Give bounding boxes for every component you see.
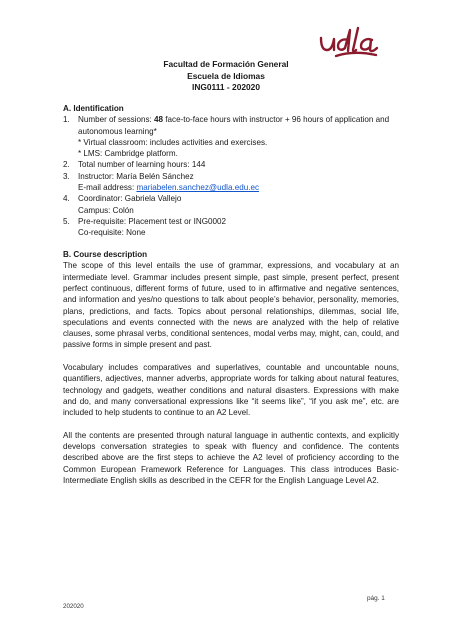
corequisite: Co-requisite: None xyxy=(78,228,146,238)
item-number: 2. xyxy=(63,160,70,170)
email-label: E-mail address: xyxy=(78,183,137,193)
description-paragraph-1: The scope of this level entails the use of grammar, expressions, and vocabulary at an intermediate level. Grammar includes present simple, past simple, present perfect, present perfect continuous, different forms of future, used to in affirmative and negative sentences, and information and yes/no questions to talk about people’s behavior, personality, memories, plans, predictions, and facts. Topics about personal relationships, dilemmas, social life, speculations and events connected with the news are analyzed with the help of relative clauses, some phrasal verbs, conditional sentences, modal verbs may, might, can, could, and passive forms in simple present and past. xyxy=(63,261,399,350)
section-a-title: A. Identification xyxy=(63,104,124,113)
description-paragraph-3: All the contents are presented through natural language in authentic contexts, and explicitly develops conversation strategies to speak with fluency and confidence. The contents described above are the first steps to achieve the A2 level of proficiency according to the Common European Framework Reference for Languages. This class introduces Basic-Intermediate English skills as described in the CEFR for the English Language Level A2. xyxy=(63,430,399,485)
list-item-instructor xyxy=(63,171,399,194)
page-number: pág. 1 xyxy=(367,595,385,602)
course-code: ING0111 - 202020 xyxy=(192,82,260,92)
instructor-email-link[interactable]: mariabelen.sanchez@udla.edu.ec xyxy=(136,183,259,193)
sessions-count: 48 xyxy=(154,115,164,125)
campus: Campus: Colón xyxy=(78,205,134,215)
list-item-prerequisite xyxy=(63,216,399,239)
school-title: Escuela de Idiomas xyxy=(187,70,265,81)
email-line xyxy=(78,182,399,193)
item-number: 4. xyxy=(63,194,70,204)
description-paragraph-2: Vocabulary includes comparatives and superlatives, countable and uncountable nouns, quantifiers, adjectives, manner adverbs, appropriate words for talking about natural features, technology and gadgets, weather conditions and natural disasters. Expressions with make and do, and many conversational expressions like “it seems like”, “if you ask me”, etc. are included to help students to continue to an A2 Level. xyxy=(63,363,399,418)
section-b-title: B. Course description xyxy=(63,250,148,260)
sessions-detail: face-to-face hours with instructor + 96 hours of application and autonomous learning* xyxy=(78,115,390,136)
list-item-sessions xyxy=(63,114,399,159)
footer-code: 202020 xyxy=(63,603,84,610)
virtual-classroom-note: * Virtual classroom: includes activities and exercises. xyxy=(78,137,268,147)
item-number: 3. xyxy=(63,171,70,181)
instructor-name: Instructor: María Belén Sánchez xyxy=(78,171,194,181)
coordinator-name: Coordinator: Gabriela Vallejo xyxy=(78,194,182,204)
identification-list xyxy=(63,114,399,238)
document-body xyxy=(63,103,399,486)
faculty-title: Facultad de Formación General xyxy=(163,59,289,69)
item-number: 5. xyxy=(63,216,70,226)
prerequisite: Pre-requisite: Placement test or ING0002 xyxy=(78,216,227,226)
list-item-coordinator xyxy=(63,193,399,216)
document-header xyxy=(0,59,452,94)
list-item-hours xyxy=(63,159,399,170)
udla-logo xyxy=(318,24,382,62)
item-number: 1. xyxy=(63,115,70,125)
sessions-label: Number of sessions: xyxy=(78,115,155,125)
learning-hours: Total number of learning hours: 144 xyxy=(78,160,206,170)
lms-note: * LMS: Cambridge platform. xyxy=(78,149,178,159)
